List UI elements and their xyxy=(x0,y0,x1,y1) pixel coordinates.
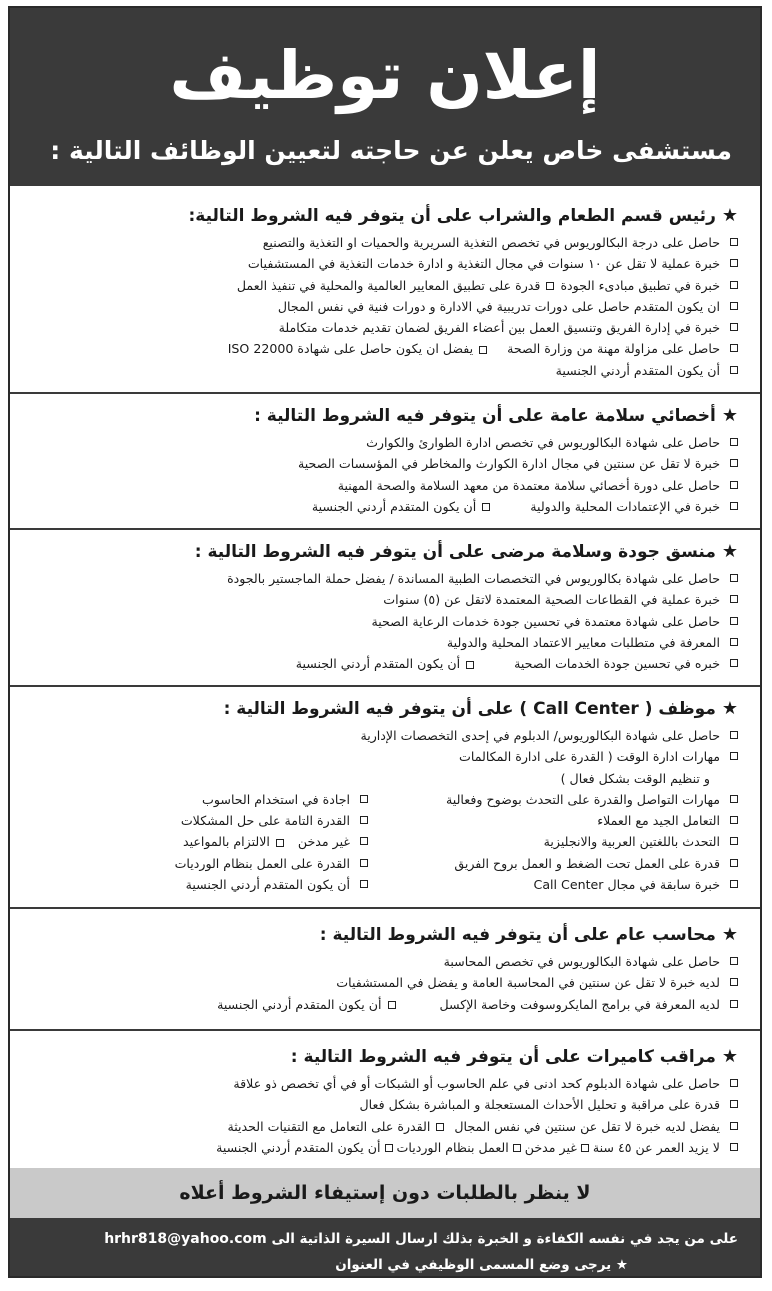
job-section-public-safety xyxy=(10,394,760,530)
star-icon: ★ xyxy=(721,698,738,719)
list-item: حاصل على شهادة البكالوريوس في تخصص ادارة الطوارئ والكوارث xyxy=(24,432,738,453)
section-title: ★أخصائي سلامة عامة على أن يتوفر فيه الشروط التالية : xyxy=(254,405,738,426)
checkbox-icon xyxy=(581,1144,589,1152)
list-item: يفضل لديه خبرة لا تقل عن سنتين في نفس المجالالقدرة على التعامل مع التقنيات الحديثة xyxy=(24,1116,738,1137)
checkbox-icon xyxy=(546,282,554,290)
list-item: خبرة في الإعتمادات المحلية والدوليةأن يكون المتقدم أردني الجنسية xyxy=(24,496,738,517)
job-section-camera-monitor xyxy=(10,1031,760,1165)
list-item: لا يزيد العمر عن ٤٥ سنةغير مدخنالعمل بنظام الوردياتأن يكون المتقدم أردني الجنسية xyxy=(24,1137,738,1158)
requirements-list xyxy=(24,568,738,674)
list-item: القدرة التامة على حل المشكلات xyxy=(175,810,368,831)
requirements-list-left xyxy=(175,789,368,895)
job-section-call-center xyxy=(10,687,760,909)
star-icon: ★ xyxy=(721,924,738,945)
section-title: ★مراقب كاميرات على أن يتوفر فيه الشروط التالية : xyxy=(290,1046,738,1067)
checkbox-icon xyxy=(479,346,487,354)
footer-apply-line: على من يجد في نفسه الكفاءة و الخبرة بذلك ارسال السيرة الذاتية الى hrhr818@yahoo.com xyxy=(104,1231,738,1247)
list-item: خبرة عملية لا تقل عن ١٠ سنوات في مجال التغذية و ادارة خدمات التغذية في المستشفيات xyxy=(24,253,738,274)
list-item: حاصل على درجة البكالوريوس في تخصص التغذية السريرية والحميات او التغذية والتصنيع xyxy=(24,232,738,253)
section-title: ★منسق جودة وسلامة مرضى على أن يتوفر فيه الشروط التالية : xyxy=(194,541,738,562)
job-advertisement xyxy=(8,6,762,1278)
list-item: و تنظيم الوقت بشكل فعال ) xyxy=(560,770,710,786)
list-item: خبرة في تطبيق مبادىء الجودةقدرة على تطبيق المعايير العالمية والمحلية في تنفيذ العمل xyxy=(24,275,738,296)
conditions-notice: لا ينظر بالطلبات دون إستيفاء الشروط أعلاه xyxy=(10,1168,760,1218)
star-icon: ★ xyxy=(721,205,738,226)
list-item: حاصل على دورة أخصائي سلامة معتمدة من معهد السلامة والصحة المهنية xyxy=(24,475,738,496)
list-item: التحدث باللغتين العربية والانجليزية xyxy=(368,831,738,852)
list-item: المعرفة في متطلبات معايير الاعتماد المحلية والدولية xyxy=(24,632,738,653)
list-item: قدرة على العمل تحت الضغط و العمل بروح الفريق xyxy=(368,853,738,874)
requirements-list xyxy=(24,232,738,381)
list-item: خبرة لا تقل عن سنتين في مجال ادارة الكوارث والمخاطر في المؤسسات الصحية xyxy=(24,453,738,474)
list-item: مهارات التواصل والقدرة على التحدث بوضوح وفعالية xyxy=(368,789,738,810)
list-item: أن يكون المتقدم أردني الجنسية xyxy=(175,874,368,895)
ad-subtitle: مستشفى خاص يعلن عن حاجته لتعيين الوظائف التالية : xyxy=(50,136,732,165)
two-column-row xyxy=(24,789,738,895)
star-icon: ★ xyxy=(721,1046,738,1067)
list-item: القدرة على العمل بنظام الورديات xyxy=(175,853,368,874)
requirements-list xyxy=(24,432,738,517)
list-item: خبرة عملية في القطاعات الصحية المعتمدة لاتقل عن (٥) سنوات xyxy=(24,589,738,610)
checkbox-icon xyxy=(276,839,284,847)
application-footer xyxy=(10,1218,760,1276)
list-item: التعامل الجيد مع العملاء xyxy=(368,810,738,831)
list-item: خبرة في إدارة الفريق وتنسيق العمل بين أعضاء الفريق لضمان تقديم خدمات متكاملة xyxy=(24,317,738,338)
list-item: حاصل على شهادة البكالوريوس في تخصص المحاسبة xyxy=(24,951,738,972)
footer-note: ★ يرجى وضع المسمى الوظيفي في العنوان xyxy=(335,1257,628,1273)
checkbox-icon xyxy=(513,1144,521,1152)
list-item: غير مدخنالالتزام بالمواعيد xyxy=(175,831,368,852)
list-item: لديه المعرفة في برامج المايكروسوفت وخاصة الإكسلأن يكون المتقدم أردني الجنسية xyxy=(24,994,738,1015)
list-item: حاصل على مزاولة مهنة من وزارة الصحةيفضل ان يكون حاصل على شهادة ISO 22000 xyxy=(24,338,738,359)
section-title: ★رئيس قسم الطعام والشراب على أن يتوفر فيه الشروط التالية: xyxy=(188,205,738,226)
list-item: حاصل على شهادة معتمدة في تحسين جودة خدمات الرعاية الصحية xyxy=(24,611,738,632)
checkbox-icon xyxy=(388,1001,396,1009)
checkbox-icon xyxy=(385,1144,393,1152)
job-section-food-beverage-head xyxy=(10,194,760,394)
list-item: حاصل على شهادة البكالوريوس/ الدبلوم في إحدى التخصصات الإدارية xyxy=(24,725,738,746)
requirements-list xyxy=(24,951,738,1015)
checkbox-icon xyxy=(482,503,490,511)
job-section-accountant xyxy=(10,909,760,1031)
list-item: أن يكون المتقدم أردني الجنسية xyxy=(24,360,738,381)
requirements-list xyxy=(24,1073,738,1158)
star-icon: ★ xyxy=(721,541,738,562)
list-item: قدرة على مراقبة و تحليل الأحداث المستعجلة و المباشرة بشكل فعال xyxy=(24,1094,738,1115)
section-title: ★محاسب عام على أن يتوفر فيه الشروط التالية : xyxy=(319,924,738,945)
requirements-list xyxy=(24,725,738,789)
ad-title: إعلان توظيف xyxy=(169,37,601,114)
list-item: خبره في تحسين جودة الخدمات الصحيةأن يكون المتقدم أردني الجنسية xyxy=(24,653,738,674)
list-item: لديه خبرة لا تقل عن سنتين في المحاسبة العامة و يفضل في المستشفيات xyxy=(24,972,738,993)
list-item: خبرة سابقة في مجال Call Center xyxy=(368,874,738,895)
job-section-quality-coordinator xyxy=(10,530,760,687)
section-title: ★موظف ( Call Center ) على أن يتوفر فيه الشروط التالية : xyxy=(223,698,738,719)
email-address[interactable]: hrhr818@yahoo.com xyxy=(104,1231,267,1247)
list-item: حاصل على شهادة الدبلوم كحد ادنى في علم الحاسوب أو الشبكات أو في أي تخصص ذو علاقة xyxy=(24,1073,738,1094)
star-icon: ★ xyxy=(721,405,738,426)
list-item: اجادة في استخدام الحاسوب xyxy=(175,789,368,810)
requirements-list-right xyxy=(368,789,738,895)
list-item: حاصل على شهادة بكالوريوس في التخصصات الطبية المساندة / يفضل حملة الماجستير بالجودة xyxy=(24,568,738,589)
list-item: ان يكون المتقدم حاصل على دورات تدريبية في الادارة و دورات فنية في نفس المجال xyxy=(24,296,738,317)
list-item: مهارات ادارة الوقت ( القدرة على ادارة المكالمات xyxy=(24,746,738,767)
checkbox-icon xyxy=(466,661,474,669)
star-icon: ★ xyxy=(615,1257,628,1273)
ad-header xyxy=(10,8,760,186)
job-sections xyxy=(10,194,760,1165)
checkbox-icon xyxy=(436,1123,444,1131)
